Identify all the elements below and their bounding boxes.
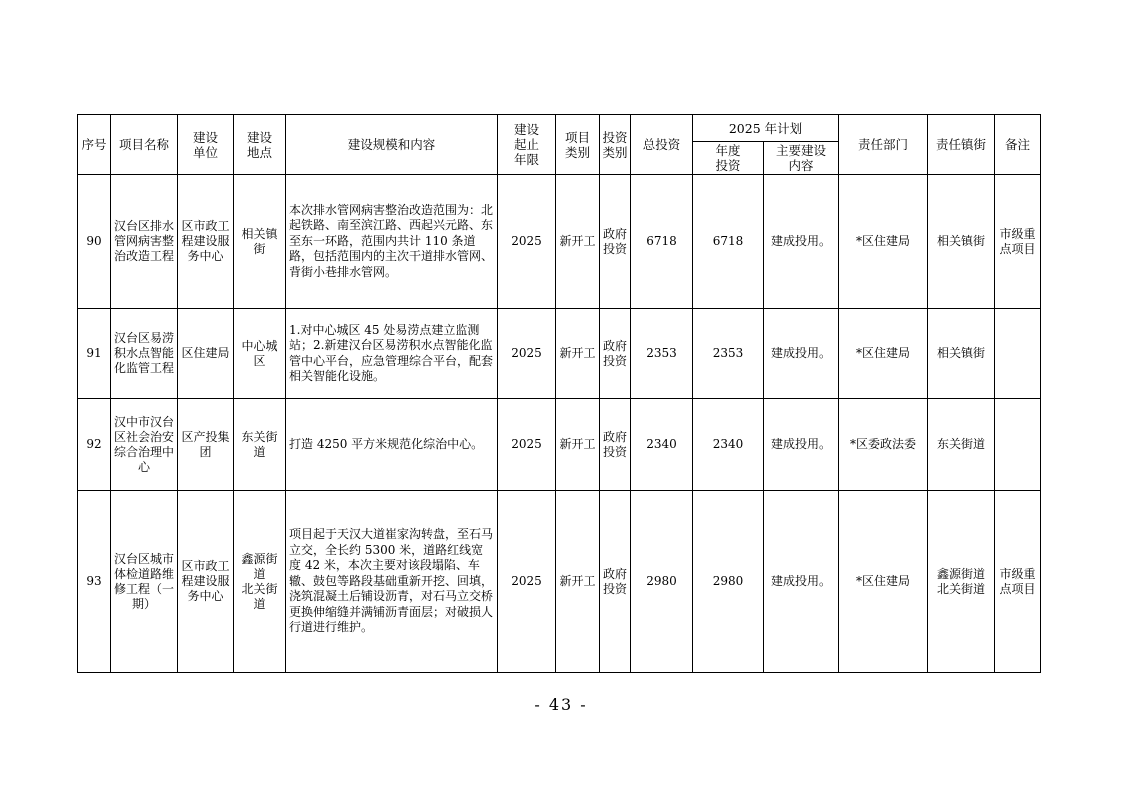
- cell-remark: [995, 309, 1041, 399]
- cell-main-content: 建成投用。: [764, 399, 839, 491]
- cell-period: 2025: [498, 309, 556, 399]
- table-row: [78, 309, 1041, 399]
- cell-remark: 市级重点项目: [995, 175, 1041, 309]
- cell-name: 汉台区排水管网病害整治改造工程: [111, 175, 178, 309]
- table-row: [78, 175, 1041, 309]
- cell-annual: 2353: [693, 309, 764, 399]
- cell-annual: 6718: [693, 175, 764, 309]
- cell-content: 打造 4250 平方米规范化综治中心。: [286, 399, 498, 491]
- cell-unit: 区住建局: [178, 309, 234, 399]
- table-row: [78, 491, 1041, 673]
- header-annual: 年度 投资: [693, 142, 764, 175]
- cell-dept: *区住建局: [839, 491, 928, 673]
- cell-location: 中心城区: [234, 309, 286, 399]
- header-period: 建设 起止 年限: [498, 115, 556, 175]
- cell-invest-type: 政府投资: [600, 309, 631, 399]
- cell-category: 新开工: [556, 399, 600, 491]
- cell-main-content: 建成投用。: [764, 175, 839, 309]
- cell-total: 6718: [631, 175, 693, 309]
- cell-seq: 90: [78, 175, 111, 309]
- cell-street: 相关镇街: [928, 309, 995, 399]
- cell-category: 新开工: [556, 491, 600, 673]
- cell-annual: 2340: [693, 399, 764, 491]
- header-content: 建设规模和内容: [286, 115, 498, 175]
- cell-period: 2025: [498, 399, 556, 491]
- cell-period: 2025: [498, 175, 556, 309]
- page-number: - 43 -: [534, 695, 588, 714]
- cell-category: 新开工: [556, 309, 600, 399]
- cell-dept: *区委政法委: [839, 399, 928, 491]
- cell-invest-type: 政府投资: [600, 491, 631, 673]
- cell-period: 2025: [498, 491, 556, 673]
- header-dept: 责任部门: [839, 115, 928, 175]
- cell-street: 东关街道: [928, 399, 995, 491]
- cell-category: 新开工: [556, 175, 600, 309]
- cell-remark: [995, 399, 1041, 491]
- cell-unit: 区市政工程建设服务中心: [178, 491, 234, 673]
- cell-street: 相关镇街: [928, 175, 995, 309]
- cell-annual: 2980: [693, 491, 764, 673]
- cell-unit: 区市政工程建设服务中心: [178, 175, 234, 309]
- header-unit: 建设 单位: [178, 115, 234, 175]
- project-table: [77, 114, 1041, 673]
- cell-remark: 市级重点项目: [995, 491, 1041, 673]
- header-location: 建设 地点: [234, 115, 286, 175]
- header-category: 项目 类别: [556, 115, 600, 175]
- header-remark: 备注: [995, 115, 1041, 175]
- cell-name: 汉台区城市体检道路维修工程（一期）: [111, 491, 178, 673]
- cell-seq: 92: [78, 399, 111, 491]
- cell-name: 汉台区易涝积水点智能化监管工程: [111, 309, 178, 399]
- table-row: [78, 399, 1041, 491]
- cell-seq: 93: [78, 491, 111, 673]
- header-seq: 序号: [78, 115, 111, 175]
- cell-total: 2340: [631, 399, 693, 491]
- cell-name: 汉中市汉台区社会治安综合治理中心: [111, 399, 178, 491]
- cell-seq: 91: [78, 309, 111, 399]
- header-street: 责任镇街: [928, 115, 995, 175]
- cell-location: 相关镇街: [234, 175, 286, 309]
- cell-invest-type: 政府投资: [600, 399, 631, 491]
- cell-main-content: 建成投用。: [764, 309, 839, 399]
- cell-content: 项目起于天汉大道崔家沟转盘，至石马立交，全长约 5300 米，道路红线宽度 42 米，本次主要对该段塌陷、车辙、鼓包等路段基础重新开挖、回填，浇筑混凝土后铺设沥青，对石马立交桥更换伸缩缝并满铺沥青面层；对破损人行道进行维护。: [286, 491, 498, 673]
- header-total: 总投资: [631, 115, 693, 175]
- header-name: 项目名称: [111, 115, 178, 175]
- cell-unit: 区产投集团: [178, 399, 234, 491]
- cell-location: 鑫源街道 北关街道: [234, 491, 286, 673]
- cell-total: 2980: [631, 491, 693, 673]
- cell-content: 本次排水管网病害整治改造范围为：北起铁路、南至滨江路、西起兴元路、东至东一环路，范围内共计 110 条道路，包括范围内的主次干道排水管网、背街小巷排水管网。: [286, 175, 498, 309]
- header-invest-type: 投资 类别: [600, 115, 631, 175]
- header-main-content: 主要建设 内容: [764, 142, 839, 175]
- cell-main-content: 建成投用。: [764, 491, 839, 673]
- cell-dept: *区住建局: [839, 175, 928, 309]
- cell-location: 东关街道: [234, 399, 286, 491]
- cell-street: 鑫源街道 北关街道: [928, 491, 995, 673]
- cell-total: 2353: [631, 309, 693, 399]
- cell-content: 1.对中心城区 45 处易涝点建立监测站；2.新建汉台区易涝积水点智能化监管中心平台，应急管理综合平台，配套相关智能化设施。: [286, 309, 498, 399]
- cell-dept: *区住建局: [839, 309, 928, 399]
- header-plan-group: 2025 年计划: [693, 115, 839, 142]
- cell-invest-type: 政府投资: [600, 175, 631, 309]
- header-row-1: [78, 115, 1041, 142]
